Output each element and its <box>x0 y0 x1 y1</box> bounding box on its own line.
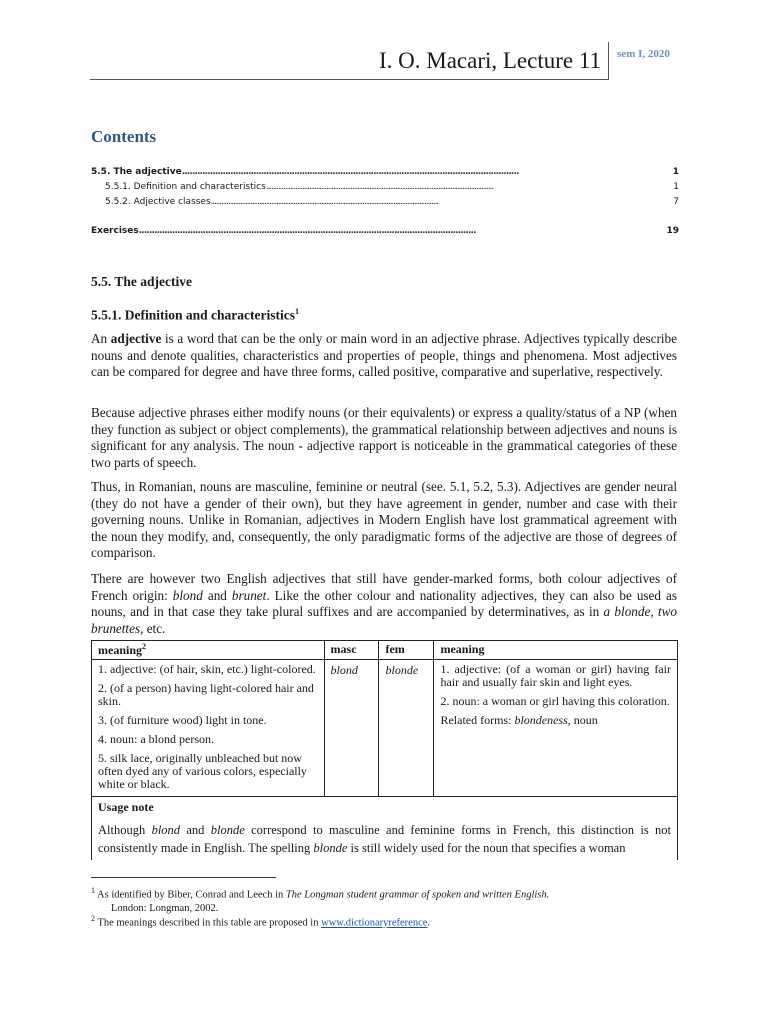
toc-heading: Contents <box>91 127 157 146</box>
usage-cell <box>92 797 678 861</box>
text: Related forms: <box>440 713 515 727</box>
text: etc. <box>143 620 166 636</box>
meaning-item: 2. noun: a woman or girl having this coloration. <box>440 694 670 708</box>
related-word: blondeness <box>514 713 568 727</box>
footnote-separator <box>91 877 276 878</box>
text: , noun <box>567 713 598 727</box>
masc-form: blond <box>330 663 358 677</box>
cell-right-meanings <box>434 660 678 797</box>
text: correspond to masculine and feminine forms in French, this distinction is not consistently made in English. The spelling <box>98 823 671 855</box>
term-brunet: brunet <box>231 587 267 603</box>
meaning-item: 2. (of a person) having light-colored hair and skin. <box>98 681 314 708</box>
header-title: I. O. Macari, Lecture 11 <box>378 48 601 73</box>
text: . <box>427 917 431 929</box>
related-forms <box>440 714 671 727</box>
table-row <box>92 660 678 797</box>
toc-entry-label: 5.5.2. Adjective classes <box>105 197 211 207</box>
footnote-1 <box>91 884 678 915</box>
text: London: Longman, 2002. <box>111 902 219 914</box>
section-heading: 5.5. The adjective <box>91 274 192 289</box>
usage-row <box>92 797 678 861</box>
header-meaning-left <box>92 641 325 660</box>
cell-left-meanings <box>92 660 325 797</box>
footnote-ref[interactable]: 1 <box>294 307 299 316</box>
paragraph-phrases: Because adjective phrases either modify nouns (or their equivalents) or express a quality/status of a NP (when they function as subject or object complements), the grammatical relationship between adjectives and nouns is significant for any analysis. The noun - adjective rapport is noticeable in the grammatical categories of these two parts of speech. <box>91 405 677 470</box>
header-vertical-rule <box>608 42 609 80</box>
term-blond: blond <box>172 587 203 603</box>
text: . Like the other colour and nationality adjectives, they can also be used as nouns, and in that case they take plural suffixes and are accompanied by determinatives, as in <box>91 587 677 619</box>
paragraph-french-origin <box>91 571 677 637</box>
text: The meanings described in this table are proposed in <box>97 917 322 929</box>
toc-leader <box>182 166 671 178</box>
key-term: adjective <box>110 331 162 346</box>
text: is still widely used for the noun that specifies a woman <box>347 841 626 855</box>
cell-fem <box>379 660 434 797</box>
toc-entry-label: 5.5. The adjective <box>91 167 182 177</box>
footnote-ref[interactable]: 2 <box>142 642 147 651</box>
toc-leader <box>139 225 665 237</box>
toc-entry-page: 7 <box>673 197 679 207</box>
header-fem: fem <box>379 641 434 660</box>
header-horizontal-rule <box>90 79 609 80</box>
term: blonde <box>313 841 348 855</box>
footnote-2 <box>91 912 678 930</box>
usage-note-title: Usage note <box>98 800 154 814</box>
meaning-item: 1. adjective: (of a woman or girl) having fair hair and usually fair skin and light eyes. <box>440 662 671 689</box>
cell-masc <box>324 660 379 797</box>
text: As identified by Biber, Conrad and Leech in <box>97 889 286 901</box>
toc-leader <box>266 181 671 193</box>
dictionary-link[interactable]: www.dictionaryreference <box>321 917 428 929</box>
toc-entry-definition[interactable] <box>105 181 679 193</box>
table-header-row <box>92 641 678 660</box>
footnote-number: 1 <box>91 886 95 895</box>
text: Although <box>98 823 152 837</box>
meaning-item: 4. noun: a blond person. <box>98 732 214 746</box>
term: blonde <box>210 823 245 837</box>
header-meaning-right: meaning <box>434 641 678 660</box>
toc-entry-label: 5.5.1. Definition and characteristics <box>105 182 266 192</box>
meanings-table <box>91 640 678 860</box>
text: An <box>91 331 111 346</box>
toc-leader <box>211 196 672 208</box>
term: blond <box>151 823 181 837</box>
paragraph-gender: Thus, in Romanian, nouns are masculine, feminine or neutral (see. 5.1, 5.2, 5.3). Adjectives are gender neural (they do not have a gender of their own), but they have agreement in gender, number and case with their governing nouns. Unlike in Romanian, adjectives in Modern English have lost grammatical agreement with the noun they modify, and, consequently, the only paradigmatic forms of the adjective are those of degrees of comparison. <box>91 479 677 560</box>
toc-entry-page: 1 <box>673 182 679 192</box>
toc-entry-label: Exercises <box>91 226 139 236</box>
toc-entry-classes[interactable] <box>105 196 679 208</box>
text: is a word that can be the only or main word in an adjective phrase. Adjectives typically describe nouns and denote qualities, characteristics and properties of people, things and phenomena. Most adjectives can be compared for degree and have three forms, called positive, comparative and superlative, respectively. <box>91 331 677 379</box>
text: and <box>180 823 211 837</box>
header-masc: masc <box>324 641 379 660</box>
examples: a blonde, two brunettes, <box>91 604 677 636</box>
text: There are however two English adjectives that still have gender-marked forms, both colour adjectives of French origin: <box>91 571 677 603</box>
fem-form: blonde <box>385 663 419 677</box>
book-title: The Longman student grammar of spoken and written English. <box>285 889 550 901</box>
toc-entry-page: 19 <box>666 226 679 236</box>
toc-entry-exercises[interactable] <box>91 225 679 237</box>
paragraph-definition <box>91 331 677 381</box>
footnote-number: 2 <box>91 914 95 923</box>
subsection-heading <box>91 307 299 324</box>
usage-note-text <box>98 821 671 857</box>
header-text: meaning <box>98 643 143 657</box>
meaning-item: 1. adjective: (of hair, skin, etc.) light-colored. <box>98 662 316 676</box>
toc-entry-adjective[interactable] <box>91 166 679 178</box>
subsection-heading-text: 5.5.1. Definition and characteristics <box>91 307 295 323</box>
toc-entry-page: 1 <box>672 167 679 177</box>
meaning-item: 3. (of furniture wood) light in tone. <box>98 713 267 727</box>
text: and <box>202 587 232 603</box>
meaning-item: 5. silk lace, originally unbleached but now often dyed any of various colors, especially white or black. <box>98 751 307 791</box>
header-semester: sem I, 2020 <box>617 48 670 60</box>
